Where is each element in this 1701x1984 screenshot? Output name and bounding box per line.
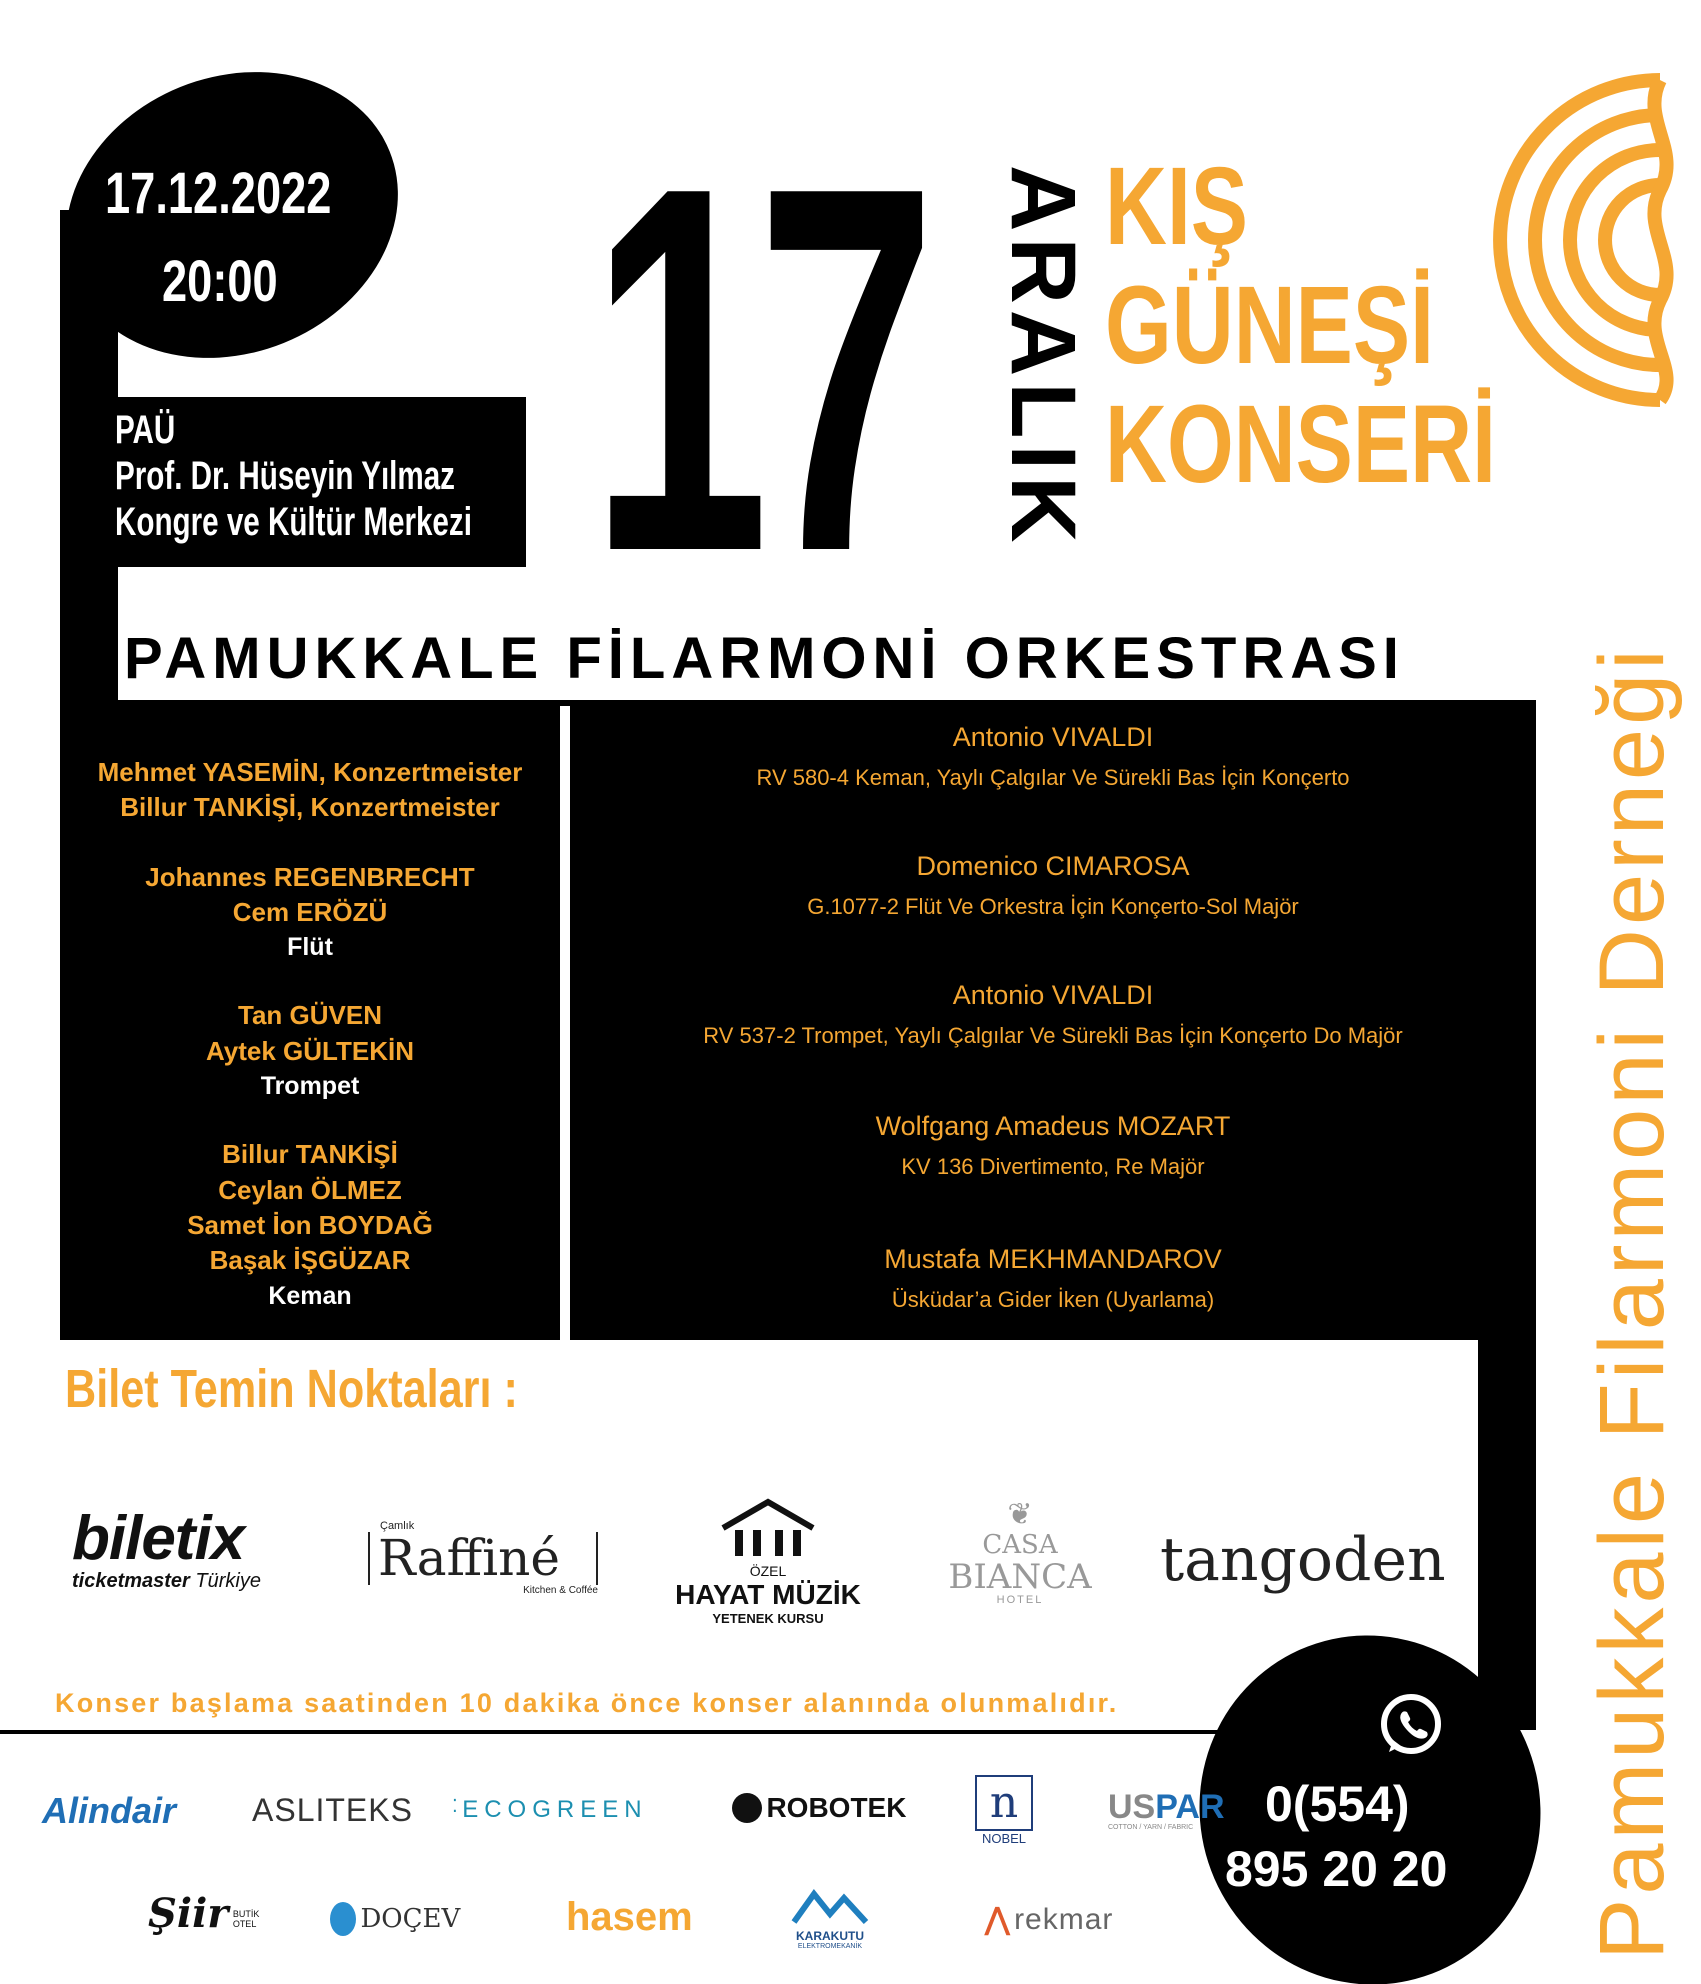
association-name: Pamukkale Filarmoni Derneği xyxy=(1581,645,1683,1960)
program-item xyxy=(570,1111,1536,1244)
composer-name: Antonio VIVALDI xyxy=(952,722,1154,752)
sun-wave-logo xyxy=(1450,60,1690,420)
composer-name: Wolfgang Amadeus MOZART xyxy=(875,1111,1231,1141)
ecogreen-dots-icon: ⁚ xyxy=(452,1796,458,1816)
venue-line-3: Kongre ve Kültür Merkezi xyxy=(115,500,472,544)
venue-line-1: PAÜ xyxy=(115,408,176,452)
raffine-wordmark: Raffiné xyxy=(368,1532,598,1585)
day-number: 17 xyxy=(590,79,924,660)
work-title: RV 537-2 Trompet, Yaylı Çalgılar Ve Sürekli Bas İçin Konçerto Do Majör xyxy=(703,1023,1403,1048)
concert-time: 20:00 xyxy=(162,249,278,314)
whatsapp-icon xyxy=(1375,1690,1447,1762)
sponsor-alindair: Alindair xyxy=(42,1790,177,1831)
work-title: RV 580-4 Keman, Yaylı Çalgılar Ve Sürekli Bas İçin Konçerto xyxy=(756,765,1350,790)
nobel-text: NOBEL xyxy=(981,1831,1027,1846)
house-icon xyxy=(713,1498,823,1558)
concert-date: 17.12.2022 xyxy=(105,161,332,226)
casa-line3: HOTEL xyxy=(996,1594,1044,1606)
instrument-label: Keman xyxy=(268,1281,352,1310)
program-item xyxy=(570,980,1536,1111)
sponsor-asliteks: ASLITEKS xyxy=(252,1792,413,1828)
month-name: ARALIK xyxy=(992,165,1094,549)
ecogreen-text: ECOGREEN xyxy=(462,1796,648,1823)
arrival-notice: Konser başlama saatinden 10 dakika önce konser alanında olunmalıdır. xyxy=(55,1688,1119,1718)
sponsor-nobel xyxy=(975,1775,1033,1846)
sponsor-uspar xyxy=(1108,1790,1225,1831)
siir-text: Şiir xyxy=(148,1890,229,1937)
venue xyxy=(115,407,472,545)
work-title: KV 136 Divertimento, Re Majör xyxy=(901,1154,1205,1179)
performer-name: Johannes REGENBRECHT xyxy=(145,861,475,892)
sponsor-ecogreen xyxy=(452,1796,648,1824)
composer-name: Mustafa MEKHMANDAROV xyxy=(884,1244,1222,1274)
program-item xyxy=(570,1244,1536,1313)
karakutu-sub: ELEKTROMEKANİK xyxy=(797,1943,863,1950)
title-line-1: KIŞ xyxy=(1105,145,1249,268)
performer-name: Ceylan ÖLMEZ xyxy=(218,1174,402,1205)
work-title: Üsküdar’a Gider İken (Uyarlama) xyxy=(891,1287,1215,1312)
hayat-muzik-logo xyxy=(668,1498,868,1626)
performer-name: Billur TANKİŞİ xyxy=(222,1139,398,1170)
sponsor-siir xyxy=(148,1890,263,1937)
work-title: G.1077-2 Flüt Ve Orkestra İçin Konçerto-Sol Majör xyxy=(807,894,1299,919)
rekmar-arrow-icon: ⋀ xyxy=(985,1903,1010,1936)
robotek-badge-icon xyxy=(732,1793,762,1823)
robotek-text: ROBOTEK xyxy=(766,1792,907,1823)
sponsor-robotek xyxy=(732,1792,906,1824)
performers-list xyxy=(60,755,560,1313)
performer-name: Aytek GÜLTEKİN xyxy=(205,1035,415,1066)
raffine-logo xyxy=(368,1520,598,1596)
hayat-sub: YETENEK KURSU xyxy=(712,1611,824,1626)
docev-text: DOÇEV xyxy=(360,1904,461,1934)
turkiye-text: Türkiye xyxy=(195,1570,261,1592)
ticket-heading: Bilet Temin Noktaları : xyxy=(65,1359,518,1419)
performer-group xyxy=(60,1137,560,1312)
phone-line-2: 895 20 20 xyxy=(1225,1841,1448,1897)
performer-name: Billur TANKİŞİ, Konzertmeister xyxy=(120,792,500,823)
sponsor-docev xyxy=(330,1902,460,1936)
biletix-logo xyxy=(72,1504,312,1593)
performer-name: Samet İon BOYDAĞ xyxy=(187,1209,433,1240)
composer-name: Antonio VIVALDI xyxy=(952,980,1154,1010)
venue-line-2: Prof. Dr. Hüseyin Yılmaz xyxy=(115,454,455,498)
docev-drop-icon xyxy=(330,1902,356,1936)
casa-line1: CASA xyxy=(982,1530,1058,1560)
uspar-sub: COTTON / YARN / FABRIC xyxy=(1108,1824,1194,1831)
orchestra-name: PAMUKKALE FİLARMONİ ORKESTRASI xyxy=(124,626,1405,691)
performer-name: Başak İŞGÜZAR xyxy=(209,1245,411,1276)
uspar-par: PAR xyxy=(1155,1788,1225,1826)
tangoden-logo: tangoden xyxy=(1160,1525,1446,1595)
performer-group xyxy=(60,998,560,1103)
sponsor-rekmar xyxy=(985,1902,1113,1937)
sponsor-hasem: hasem xyxy=(566,1895,693,1939)
rekmar-text: rekmar xyxy=(1014,1903,1114,1936)
instrument-label: Flüt xyxy=(287,933,333,962)
ticketmaster-text: ticketmaster xyxy=(72,1570,190,1592)
performer-name: Mehmet YASEMİN, Konzertmeister xyxy=(97,757,523,787)
performer-group xyxy=(60,755,560,826)
phone-line-1: 0(554) xyxy=(1265,1776,1410,1832)
instrument-label: Trompet xyxy=(260,1072,360,1101)
sponsor-karakutu xyxy=(785,1888,875,1950)
casa-line2: BIANCA xyxy=(948,1557,1092,1597)
karakutu-text: KARAKUTU xyxy=(796,1929,864,1943)
nobel-n-icon: n xyxy=(975,1775,1033,1831)
uspar-us: US xyxy=(1108,1788,1156,1826)
title-line-3: KONSERİ xyxy=(1105,382,1496,506)
program-item xyxy=(570,851,1536,980)
hayat-small: ÖZEL xyxy=(749,1563,787,1579)
raffine-sub: Kitchen & Coffée xyxy=(523,1584,598,1596)
performer-name: Cem ERÖZÜ xyxy=(232,897,388,928)
hayat-wordmark: HAYAT MÜZİK xyxy=(675,1579,861,1610)
program-list xyxy=(570,722,1536,1313)
siir-sub: BUTİK OTEL xyxy=(232,1909,260,1929)
composer-name: Domenico CIMAROSA xyxy=(916,851,1190,881)
program-item xyxy=(570,722,1536,851)
biletix-wordmark: biletix xyxy=(72,1504,245,1573)
performer-group xyxy=(60,860,560,965)
performer-name: Tan GÜVEN xyxy=(238,1000,382,1031)
karakutu-mountain-icon xyxy=(790,1888,870,1924)
casa-ornament-icon: ❦ xyxy=(1007,1498,1033,1531)
raffine-small: Çamlık xyxy=(380,1520,415,1532)
casa-bianca-logo xyxy=(930,1500,1110,1606)
title-line-2: GÜNEŞİ xyxy=(1105,263,1434,387)
